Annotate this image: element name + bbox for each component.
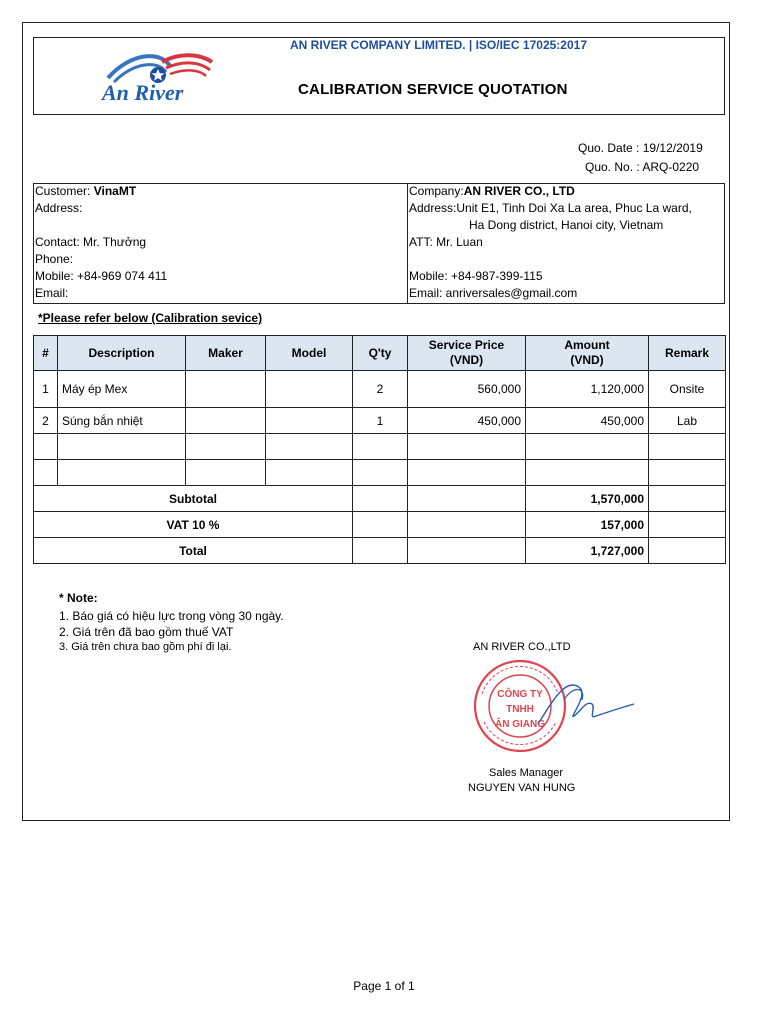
quote-number-value: ARQ-0220 [642, 160, 700, 174]
refer-text: *Please refer below (Calibration sevice) [38, 311, 263, 325]
quote-date-label: Quo. Date : [578, 141, 640, 155]
customer-line [35, 184, 136, 198]
row-num: 2 [34, 408, 58, 434]
table-header-row [34, 336, 726, 371]
row-num: 1 [34, 371, 58, 408]
col-model: Model [266, 336, 353, 371]
subtotal-row [34, 486, 726, 512]
row-description: Máy ép Mex [58, 371, 186, 408]
note-item: 1. Báo giá có hiệu lực trong vòng 30 ngày. [59, 609, 284, 623]
svg-text:CÔNG TY: CÔNG TY [497, 689, 543, 700]
company-line-info [409, 184, 575, 198]
quote-date [578, 141, 703, 155]
svg-text:ÂN GIANG: ÂN GIANG [495, 719, 545, 730]
customer-name: VinaMT [93, 184, 137, 198]
customer-email: Email: [35, 286, 69, 300]
subtotal-label: Subtotal [34, 486, 353, 512]
company-email: Email: anriversales@gmail.com [409, 286, 578, 300]
col-description: Description [58, 336, 186, 371]
row-model [266, 371, 353, 408]
row-maker [186, 371, 266, 408]
customer-label: Customer: [35, 184, 91, 198]
total-value: 1,727,000 [526, 538, 649, 564]
row-qty: 2 [353, 371, 408, 408]
note-item: 2. Giá trên đã bao gồm thuế VAT [59, 625, 234, 639]
vat-row [34, 512, 726, 538]
row-remark: Onsite [649, 371, 726, 408]
col-maker: Maker [186, 336, 266, 371]
row-amount: 450,000 [526, 408, 649, 434]
table-row-empty [34, 460, 726, 486]
col-service-price [408, 336, 526, 371]
sign-role: Sales Manager [489, 767, 563, 779]
page-number: Page 1 of 1 [353, 979, 415, 993]
row-amount: 1,120,000 [526, 371, 649, 408]
logo-text: An River [102, 80, 184, 105]
table-row [34, 371, 726, 408]
company-address-2: Ha Dong district, Hanoi city, Vietnam [469, 218, 664, 232]
info-divider [407, 183, 408, 304]
company-name: AN RIVER CO., LTD [463, 184, 575, 198]
table-row [34, 408, 726, 434]
document-title: CALIBRATION SERVICE QUOTATION [298, 81, 568, 98]
company-att: ATT: Mr. Luan [409, 235, 483, 249]
table-row-empty [34, 434, 726, 460]
col-qty: Q'ty [353, 336, 408, 371]
quote-number [585, 160, 699, 174]
total-label: Total [34, 538, 353, 564]
subtotal-value: 1,570,000 [526, 486, 649, 512]
vat-value: 157,000 [526, 512, 649, 538]
row-price: 450,000 [408, 408, 526, 434]
company-stamp [468, 656, 638, 756]
col-amount-line2: (VND) [570, 353, 604, 367]
quote-date-value: 19/12/2019 [642, 141, 703, 155]
sign-company: AN RIVER CO.,LTD [473, 641, 571, 653]
row-description: Súng bắn nhiệt [58, 408, 186, 434]
customer-phone: Phone: [35, 252, 74, 266]
col-service-price-line1: Service Price [428, 338, 505, 352]
col-service-price-line2: (VND) [449, 353, 484, 367]
company-line: AN RIVER COMPANY LIMITED. | ISO/IEC 17025:2017 [290, 38, 587, 52]
company-label: Company: [409, 184, 464, 198]
row-remark: Lab [649, 408, 726, 434]
row-model [266, 408, 353, 434]
vat-label: VAT 10 % [34, 512, 353, 538]
col-amount [526, 336, 649, 371]
svg-text:TNHH: TNHH [506, 704, 534, 715]
customer-contact: Contact: Mr. Thưởng [35, 235, 147, 249]
total-row [34, 538, 726, 564]
row-qty: 1 [353, 408, 408, 434]
sign-name: NGUYEN VAN HUNG [468, 782, 576, 794]
customer-mobile: Mobile: +84-969 074 411 [35, 269, 168, 283]
note-item: 3. Giá trên chưa bao gồm phí đi lại. [59, 641, 232, 653]
company-mobile: Mobile: +84-987-399-115 [409, 269, 543, 283]
row-price: 560,000 [408, 371, 526, 408]
quotation-table [33, 335, 726, 564]
row-maker [186, 408, 266, 434]
col-num: # [34, 336, 58, 371]
col-remark: Remark [649, 336, 726, 371]
customer-address: Address: [35, 201, 83, 215]
quote-number-label: Quo. No. : [585, 160, 640, 174]
col-amount-line1: Amount [564, 338, 610, 352]
note-title: * Note: [59, 591, 98, 605]
company-address-1: Address:Unit E1, Tinh Doi Xa La area, Phuc La ward, [409, 201, 692, 215]
